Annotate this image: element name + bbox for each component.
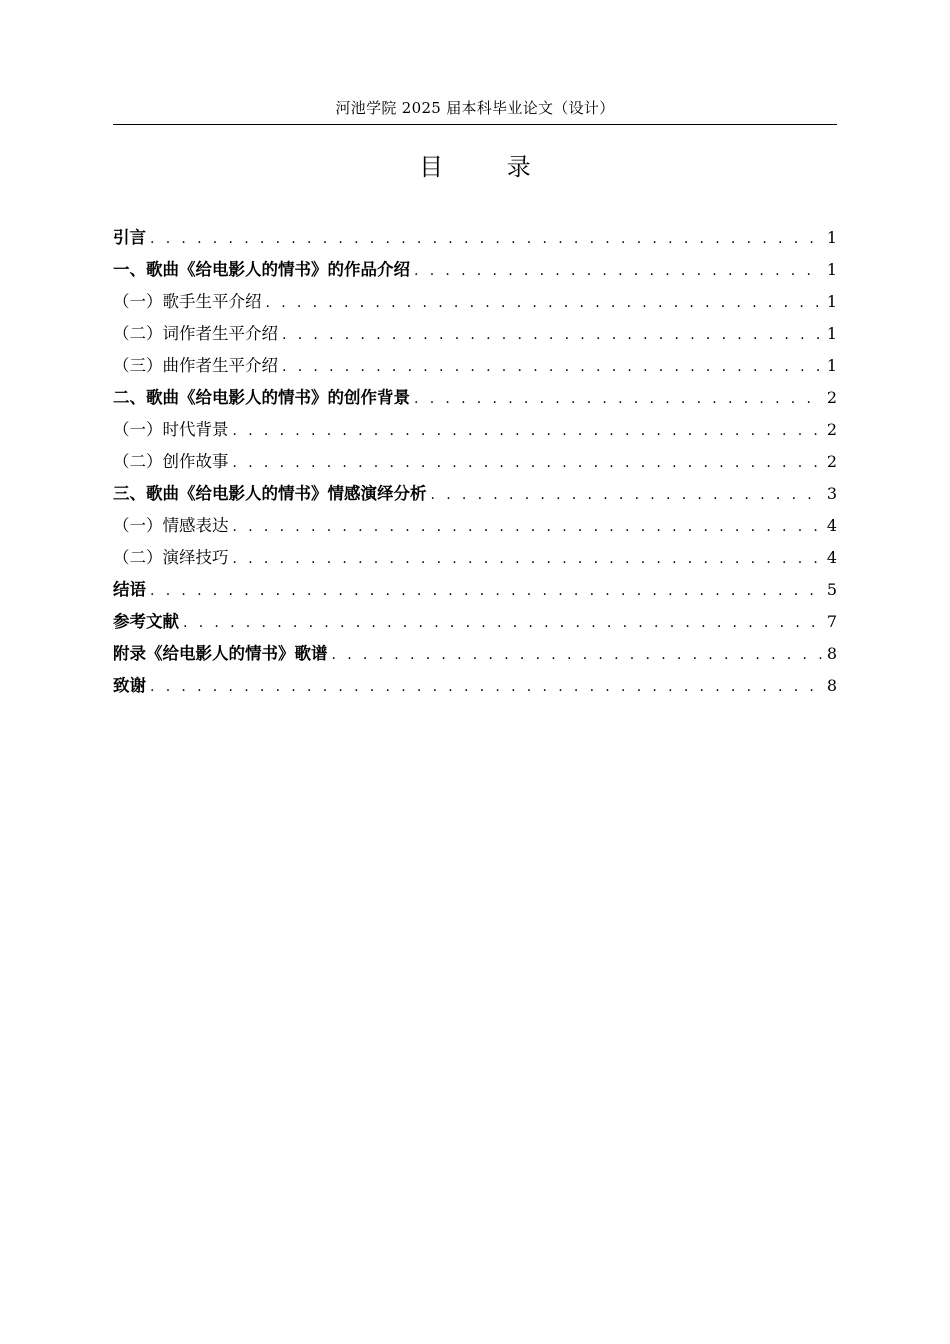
toc-entry[interactable]: [113, 482, 837, 514]
toc-page-number: 1: [826, 292, 837, 311]
toc-dot-leader: [414, 387, 823, 411]
toc-entry[interactable]: [113, 578, 837, 610]
toc-dot-leader: [414, 259, 823, 283]
toc-dot-leader: [183, 611, 823, 635]
toc-entry-label: （二）创作故事: [113, 452, 229, 471]
toc-page-number: 8: [826, 644, 837, 663]
toc-page-number: 3: [826, 484, 837, 503]
toc-entry[interactable]: [113, 354, 837, 386]
toc-dot-leader: [332, 643, 823, 667]
toc-entry-label: （二）词作者生平介绍: [113, 324, 278, 343]
toc-dot-leader: [282, 323, 823, 347]
toc-page-number: 7: [826, 612, 837, 631]
toc-entry-label: 三、歌曲《给电影人的情书》情感演绎分析: [113, 484, 427, 503]
toc-entry[interactable]: [113, 642, 837, 674]
toc-entry-label: 引言: [113, 228, 146, 247]
toc-page-number: 2: [826, 420, 837, 439]
toc-dot-leader: [233, 547, 823, 571]
toc-entry-label: （一）时代背景: [113, 420, 229, 439]
toc-entry-label: 结语: [113, 580, 146, 599]
toc-entry-label: （三）曲作者生平介绍: [113, 356, 278, 375]
toc-entry-label: （一）情感表达: [113, 516, 229, 535]
header-divider: [113, 124, 837, 125]
toc-entry-label: （一）歌手生平介绍: [113, 292, 262, 311]
toc-page-number: 4: [826, 548, 837, 567]
toc-dot-leader: [431, 483, 823, 507]
toc-dot-leader: [233, 419, 823, 443]
toc-entry[interactable]: [113, 322, 837, 354]
toc-entry-label: 二、歌曲《给电影人的情书》的创作背景: [113, 388, 410, 407]
toc-entry[interactable]: [113, 386, 837, 418]
toc-dot-leader: [150, 579, 823, 603]
toc-entry-label: 附录《给电影人的情书》歌谱: [113, 644, 328, 663]
toc-page-number: 1: [826, 260, 837, 279]
toc-dot-leader: [150, 675, 823, 699]
toc-page-number: 4: [826, 516, 837, 535]
page-header: 河池学院 2025 届本科毕业论文（设计）: [335, 99, 615, 117]
toc-entry[interactable]: [113, 546, 837, 578]
toc-entry[interactable]: [113, 290, 837, 322]
toc-dot-leader: [282, 355, 823, 379]
toc-page-number: 1: [826, 228, 837, 247]
toc-entry[interactable]: [113, 258, 837, 290]
toc-dot-leader: [233, 515, 823, 539]
toc-entry[interactable]: [113, 450, 837, 482]
toc-entry[interactable]: [113, 514, 837, 546]
toc-entry[interactable]: [113, 674, 837, 706]
toc-page-number: 2: [826, 452, 837, 471]
table-of-contents: [113, 226, 837, 706]
toc-entry-label: （二）演绎技巧: [113, 548, 229, 567]
toc-entry-label: 一、歌曲《给电影人的情书》的作品介绍: [113, 260, 410, 279]
toc-page-number: 8: [826, 676, 837, 695]
toc-entry-label: 参考文献: [113, 612, 179, 631]
toc-page-number: 2: [826, 388, 837, 407]
toc-entry[interactable]: [113, 226, 837, 258]
toc-entry-label: 致谢: [113, 676, 146, 695]
toc-dot-leader: [233, 451, 823, 475]
toc-dot-leader: [150, 227, 823, 251]
toc-page-number: 5: [826, 580, 837, 599]
toc-entry[interactable]: [113, 418, 837, 450]
toc-dot-leader: [266, 291, 823, 315]
toc-title: 目 录: [419, 153, 559, 181]
toc-page-number: 1: [826, 356, 837, 375]
toc-page-number: 1: [826, 324, 837, 343]
toc-entry[interactable]: [113, 610, 837, 642]
